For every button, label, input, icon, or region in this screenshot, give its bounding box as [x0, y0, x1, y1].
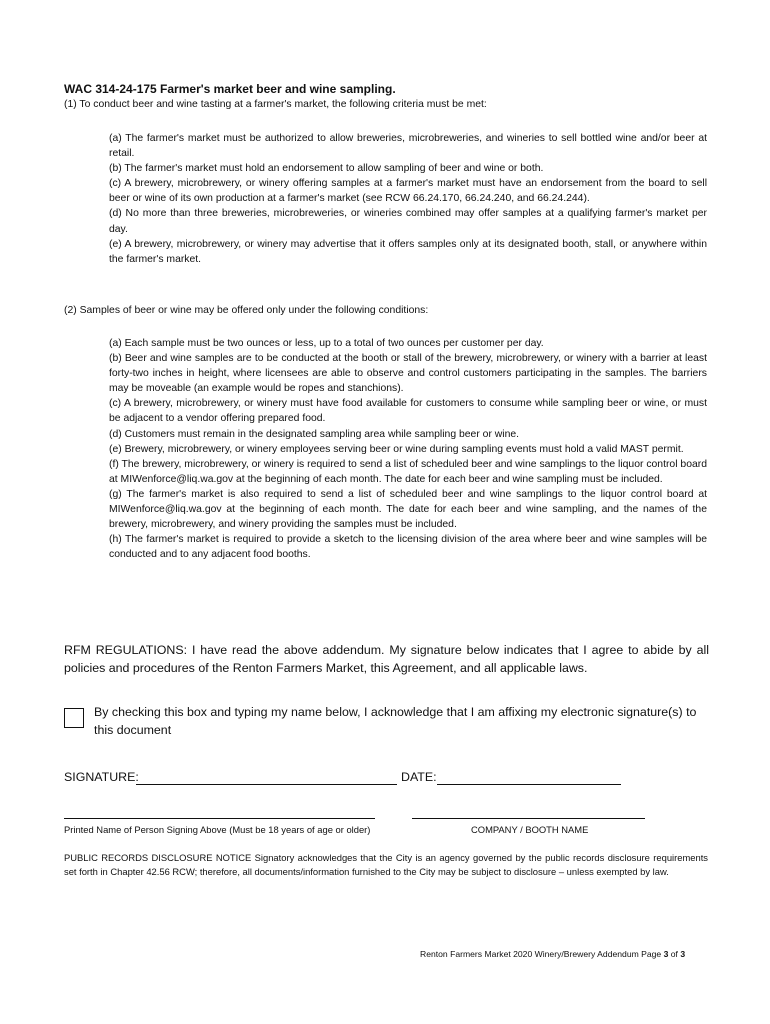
footer-page-number: 3	[663, 949, 669, 959]
section1-list	[109, 131, 707, 267]
list-item: (e) Brewery, microbrewery, or winery employees serving beer or wine during sampling events must hold a valid MAST permit.	[109, 443, 684, 455]
company-booth-field[interactable]	[412, 818, 645, 819]
signature-field[interactable]	[136, 784, 397, 785]
list-item: (c) A brewery, microbrewery, or winery must have food available for customers to consume while sampling beer or wine, or must be adjacent to a vendor offering prepared food.	[109, 398, 707, 425]
date-field[interactable]	[437, 784, 621, 785]
printed-name-field[interactable]	[64, 818, 375, 819]
list-item: (a) Each sample must be two ounces or less, up to a total of two ounces per customer per day.	[109, 338, 544, 349]
list-item: (b) Beer and wine samples are to be conducted at the booth or stall of the brewery, microbrewery, or winery with a barrier at least forty-two inches in height, where licensees are able to observe and control customers participating in the samples. The barriers may be moveable (an example would be ropes and stanchions).	[109, 353, 707, 395]
company-booth-label: COMPANY / BOOTH NAME	[471, 824, 589, 835]
section2-intro: (2) Samples of beer or wine may be offered only under the following conditions:	[64, 305, 429, 316]
acknowledgement-text: By checking this box and typing my name below, I acknowledge that I am affixing my electronic signature(s) to this document	[94, 705, 697, 737]
public-records-notice: PUBLIC RECORDS DISCLOSURE NOTICE Signatory acknowledges that the City is an agency governed by the public records disclosure requirements set forth in Chapter 42.56 RCW; therefore, all documents/information furnished to the City may be subject to disclosure – unless exempted by law.	[64, 852, 708, 877]
section1-intro: (1) To conduct beer and wine tasting at a farmer's market, the following criteria must be met:	[64, 99, 487, 110]
list-item: (f) The brewery, microbrewery, or winery is required to send a list of scheduled beer and wine samplings to the liquor control board at MIWenforce@liq.wa.gov at the beginning of each month. The date for each beer and wine sampling must be included.	[109, 458, 707, 485]
list-item: (b) The farmer's market must hold an endorsement to allow sampling of beer and wine or both.	[109, 163, 544, 175]
page-title: WAC 314-24-175 Farmer's market beer and wine sampling.	[64, 82, 396, 96]
footer-page-total: 3	[680, 949, 686, 959]
list-item: (e) A brewery, microbrewery, or winery may advertise that it offers samples only at its designated booth, stall, or anywhere within the farmer's market.	[109, 238, 707, 265]
list-item: (g) The farmer's market is also required to send a list of scheduled beer and wine samplings to the liquor control board at MIWenforce@liq.wa.gov at the beginning of each month. The date for each beer and wine sampling, and the names of the brewery, microbrewery, and winery providing the samples must be included.	[109, 488, 707, 531]
list-item: (d) No more than three breweries, microbreweries, or wineries combined may offer samples at a qualifying farmer's market per day.	[109, 208, 707, 235]
list-item: (a) The farmer's market must be authorized to allow breweries, microbreweries, and wineries to sell bottled wine and/or beer at retail.	[109, 133, 707, 160]
date-label: DATE:	[401, 770, 437, 784]
signature-label: SIGNATURE:	[64, 770, 139, 784]
footer-of: of	[668, 949, 681, 959]
list-item: (d) Customers must remain in the designated sampling area while sampling beer or wine.	[109, 428, 520, 440]
footer-text: Renton Farmers Market 2020 Winery/Brewery Addendum Page	[420, 949, 664, 959]
section2-list	[109, 336, 707, 562]
e-signature-checkbox[interactable]	[64, 708, 84, 728]
list-item: (c) A brewery, microbrewery, or winery offering samples at a farmer's market must have an endorsement from the board to sell beer or wine of its own production at a farmer's market (see RCW 66.24.170, 66.24.240, and 66.24.244).	[109, 178, 707, 205]
list-item: (h) The farmer's market is required to provide a sketch to the licensing division of the area where beer and wine samples will be conducted and to any adjacent food booths.	[109, 534, 707, 561]
printed-name-label: Printed Name of Person Signing Above (Must be 18 years of age or older)	[64, 824, 371, 835]
rfm-regulations-text: RFM REGULATIONS: I have read the above addendum. My signature below indicates that I agree to abide by all policies and procedures of the Renton Farmers Market, this Agreement, and all applicable laws.	[64, 643, 709, 675]
page-footer	[420, 949, 685, 959]
